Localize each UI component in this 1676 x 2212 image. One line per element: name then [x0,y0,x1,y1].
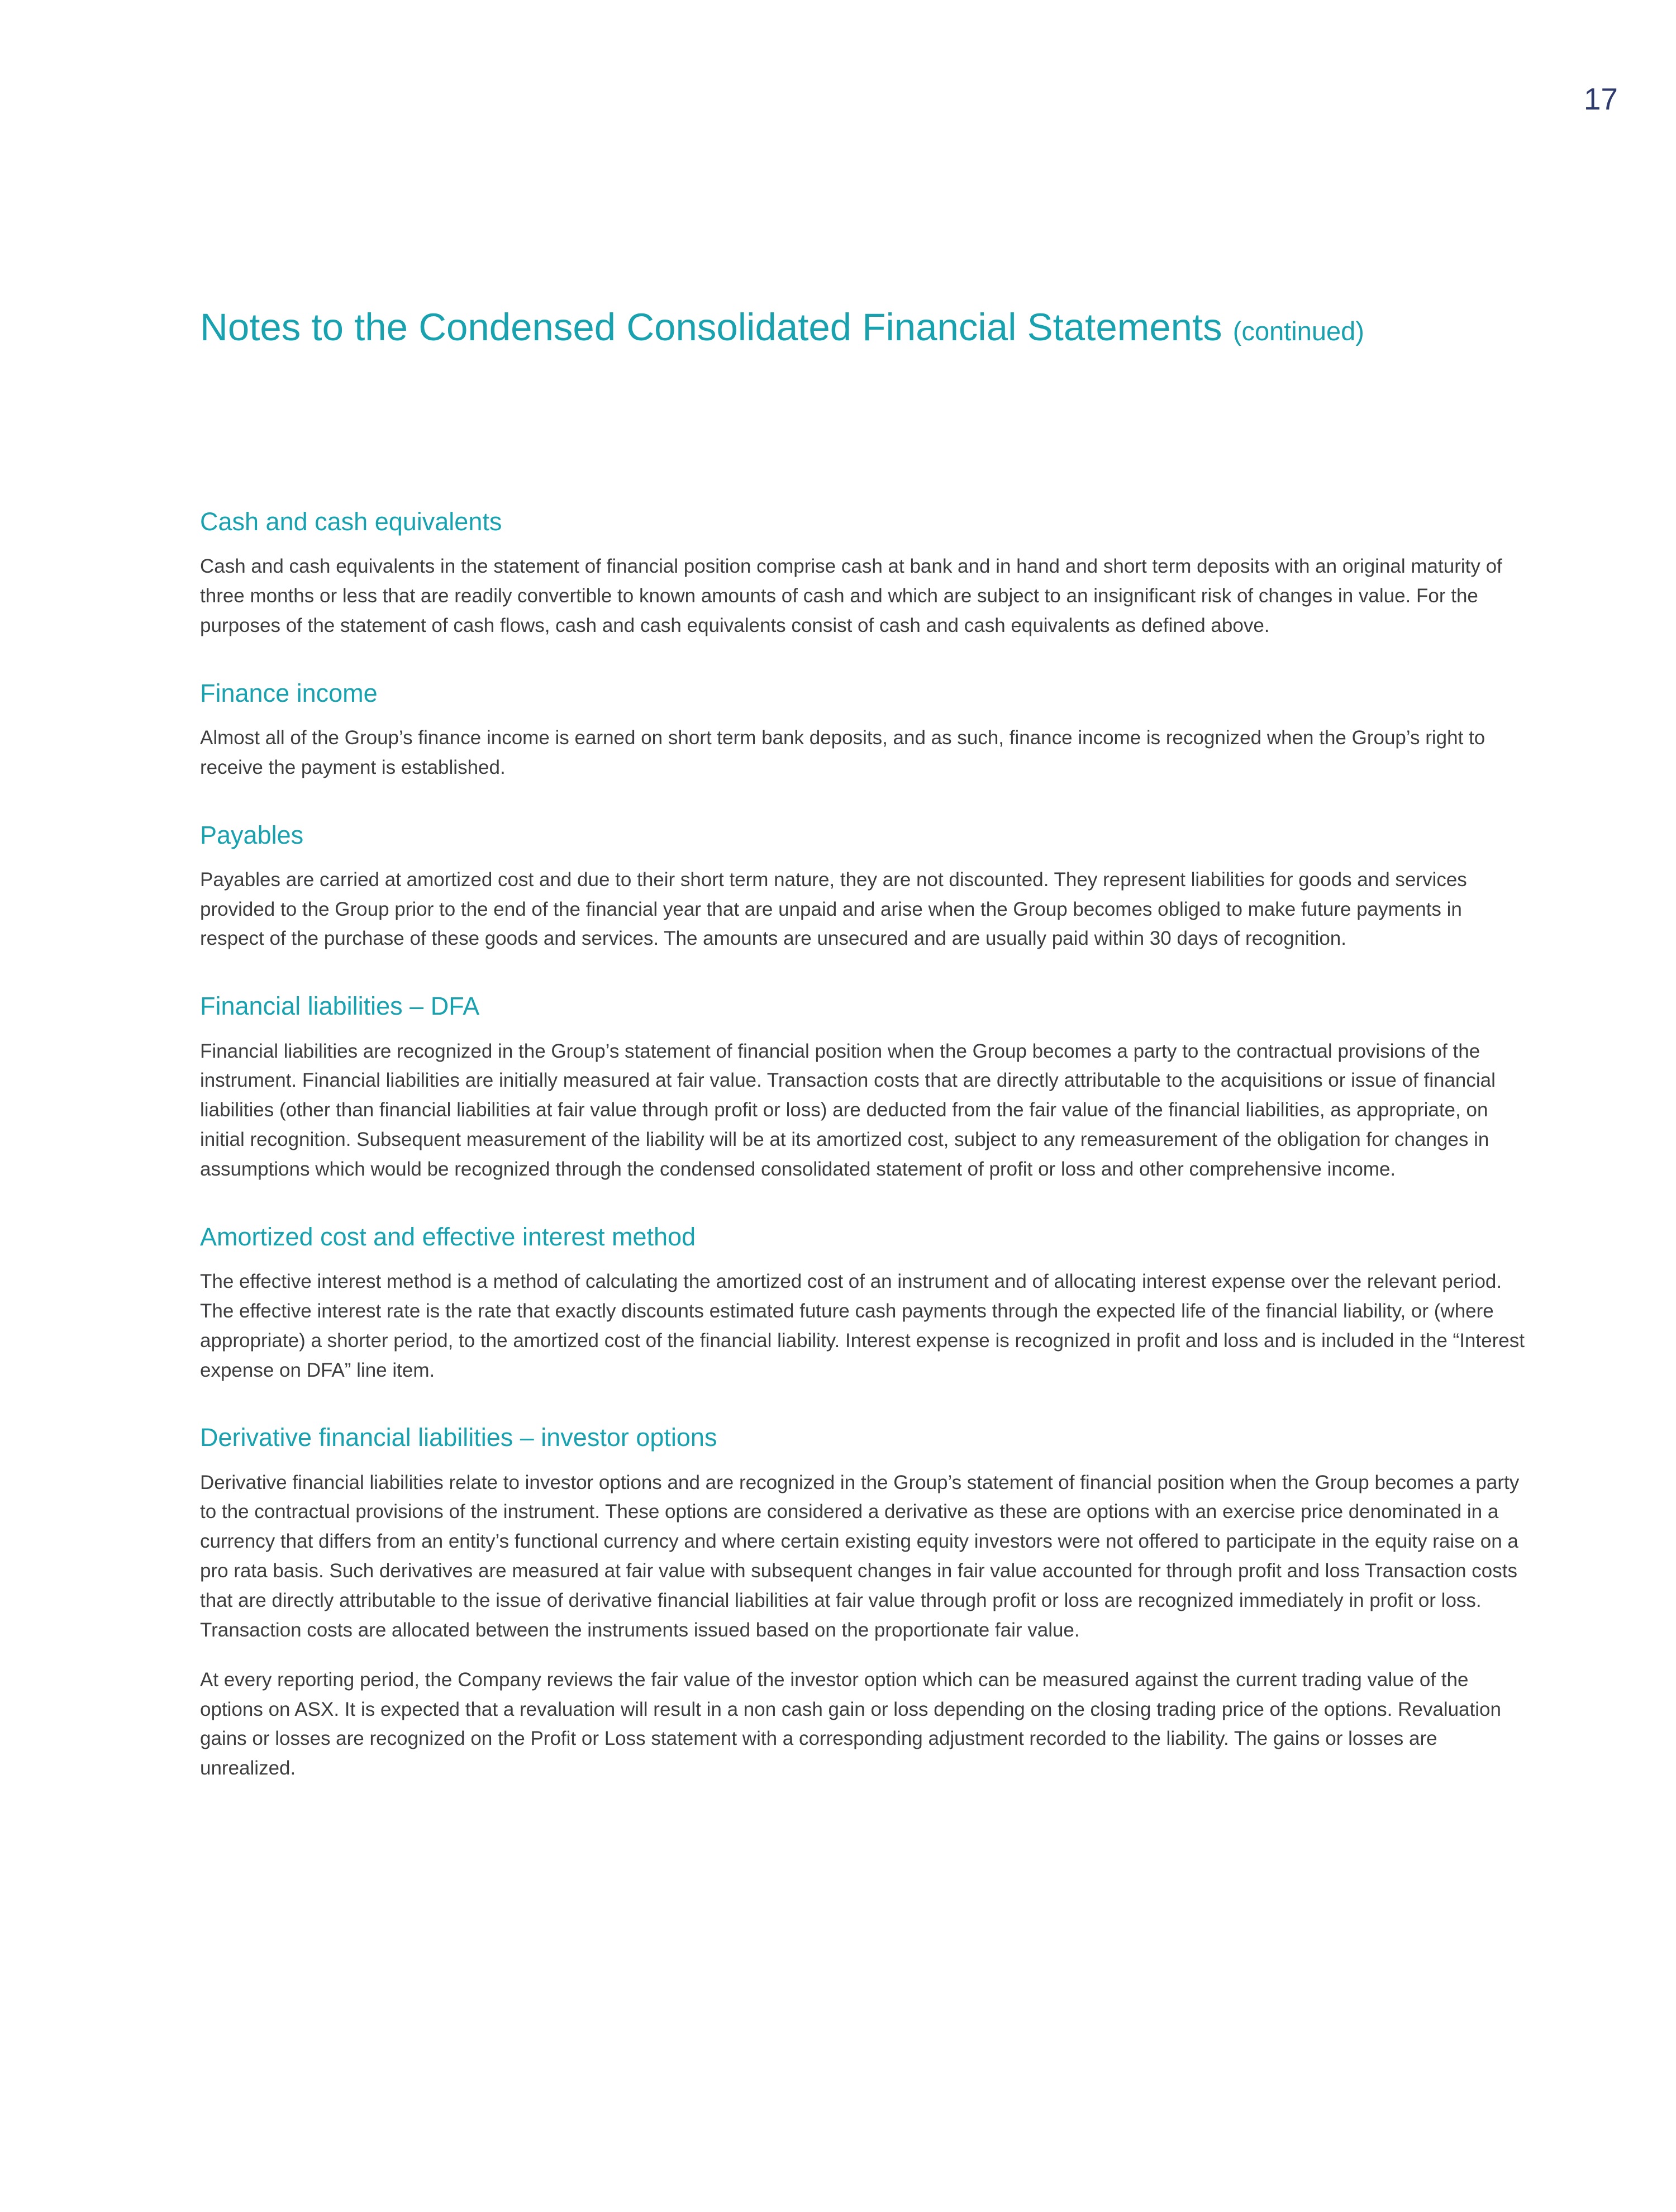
body-paragraph: Almost all of the Group’s finance income is earned on short term bank deposits, and as such, finance income is recognized when the Group’s right to receive the payment is established. [200,726,1485,778]
section-heading: Finance income [200,678,378,707]
body-paragraph: Cash and cash equivalents in the statement of financial position comprise cash at bank and in hand and short term deposits with an original maturity of three months or less that are readily convertible to known amounts of cash and which are subject to an insignificant risk of changes in value. For the purposes of the statement of cash flows, cash and cash equivalents consist of cash and cash equivalents as defined above. [200,555,1502,636]
body-paragraph: Derivative financial liabilities relate to investor options and are recognized in the Group’s statement of financial position when the Group becomes a party to the contractual provisions of the instrument. These options are considered a derivative as these are options with an exercise price denominated in a currency that differs from an entity’s functional currency and where certain existing equity investors were not offered to participate in the equity raise on a pro rata basis. Such derivatives are measured at fair value with subsequent changes in fair value accounted for through profit and loss Transaction costs that are directly attributable to the issue of derivative financial liabilities at fair value through profit or loss are recognized immediately in profit or loss. Transaction costs are allocated between the instruments issued based on the proportionate fair value. [200,1471,1520,1641]
page-title-text: Notes to the Condensed Consolidated Financial Statements [200,306,1222,349]
section-heading: Cash and cash equivalents [200,507,502,536]
sections [200,506,1529,1783]
page-title [200,305,1529,351]
page-number: 17 [1583,82,1618,116]
section-heading: Payables [200,820,304,849]
body-paragraph: Financial liabilities are recognized in the Group’s statement of financial position when the Group becomes a party to the contractual provisions of the instrument. Financial liabilities are initially measured at fair value. Transaction costs that are directly attributable to the acquisitions or issue of financial liabilities (other than financial liabilities at fair value through profit or loss) are deducted from the fair value of the financial liabilities, as appropriate, on initial recognition. Subsequent measurement of the liability will be at its amortized cost, subject to any remeasurement of the obligation for changes in assumptions which would be recognized through the condensed consolidated statement of profit or loss and other comprehensive income. [200,1040,1496,1180]
body-paragraph: The effective interest method is a method of calculating the amortized cost of an instrument and of allocating interest expense over the relevant period. The effective interest rate is the rate that exactly discounts estimated future cash payments through the expected life of the financial liability, or (where appropriate) a shorter period, to the amortized cost of the financial liability. Interest expense is recognized in profit and loss and is included in the “Interest expense on DFA” line item. [200,1271,1525,1381]
section-heading: Amortized cost and effective interest method [200,1222,696,1251]
page-content [200,305,1529,1804]
body-paragraph: Payables are carried at amortized cost and due to their short term nature, they are not discounted. They represent liabilities for goods and services provided to the Group prior to the end of the financial year that are unpaid and arise when the Group becomes obliged to make future payments in respect of the purchase of these goods and services. The amounts are unsecured and are usually paid within 30 days of recognition. [200,868,1467,950]
body-paragraph: At every reporting period, the Company reviews the fair value of the investor option which can be measured against the current trading value of the options on ASX. It is expected that a revaluation will result in a non cash gain or loss depending on the closing trading price of the options. Revaluation gains or losses are recognized on the Profit or Loss statement with a corresponding adjustment recorded to the liability. The gains or losses are unrealized. [200,1668,1501,1780]
section-heading: Financial liabilities – DFA [200,992,480,1021]
page-title-suffix: (continued) [1232,316,1364,346]
section-heading: Derivative financial liabilities – investor options [200,1423,717,1452]
